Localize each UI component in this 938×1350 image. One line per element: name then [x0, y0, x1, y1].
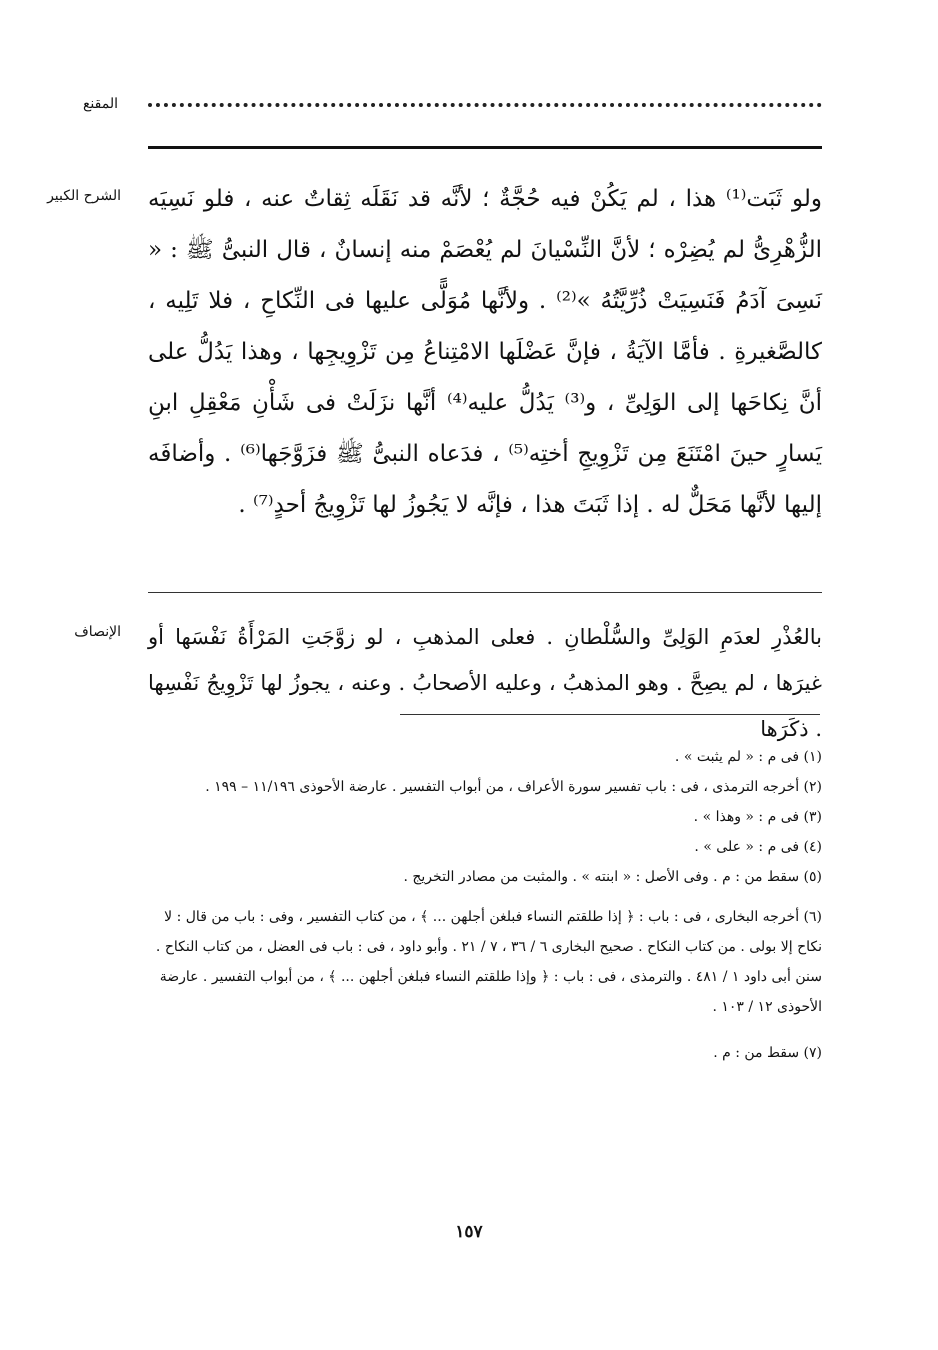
footnote-5: (٥) سقط من : م . وفى الأصل : « ابنته » . والمثبت من مصادر التخريج .: [403, 869, 822, 885]
header-dotted-line: [148, 103, 822, 107]
footnotes: [148, 742, 822, 1068]
section-divider: [148, 592, 822, 593]
footnote-2: (٢) أخرجه الترمذى ، فى : باب تفسير سورة الأعراف ، من أبواب التفسير . عارضة الأحوذى ١١/١٩٦ – ١٩٩ .: [205, 779, 822, 795]
footnote-7: (٧) سقط من : م .: [713, 1045, 822, 1061]
footnote-1: (١) فى م : « لم يثبت » .: [674, 749, 822, 765]
footnote-3: (٣) فى م : « وهذا » .: [693, 809, 822, 825]
section-label-insaf: الإنصاف: [74, 624, 121, 640]
insaf-body-text: بالعُذْرِ لعدَمِ الوَلِىِّ والسُّلْطانِ . فعلى المذهبِ ، لو زوَّجَتِ المَرْأَةُ نَفْسَها أو غيرَها ، لم يصِحَّ . وهو المذهبُ ، وعليه الأصحابُ . وعنه ، يجوزُ لها تَزْوِيجُ نَفْسِها . ذكَرَها: [148, 625, 822, 741]
page-number: ١٥٧: [455, 1222, 483, 1242]
sharh-body-text: ولو ثَبَت⁽¹⁾ هذا ، لم يَكُنْ فيه حُجَّةٌ ؛ لأنَّه قد نَقَلَه ثِقاتٌ عنه ، فلو نَسِيَه الزُّهْرِىُّ لم يُضِرْه ؛ لأنَّ النِّسْيانَ لم يُعْصَمْ منه إنسانٌ ، قال النبىُّ ﷺ : « نَسِىَ آدَمُ فَنَسِيَتْ ذُرِّيَّتُهُ »⁽²⁾ . ولأنَّها مُوَلًّى عليها فى النِّكاحِ ، فلا تَلِيه ، كالصَّغيرةِ . فأمَّا الآيَةُ ، فإنَّ عَضْلَها الامْتِناعُ مِن تَزْوِيجِها ، وهذا يَدُلُّ على أنَّ نِكاحَها إلى الوَلِىِّ ، و⁽³⁾ يَدُلُّ عليه⁽⁴⁾ أنَّها نزَلَتْ فى شَأْنِ مَعْقِلِ ابنِ يَسارٍ حينَ امْتَنَعَ مِن تَزْوِيجِ أختِه⁽⁵⁾ ، فدَعاه النبىُّ ﷺ فزَوَّجَها⁽⁶⁾ . وأضافَه إليها لأنَّها مَحَلٌّ له . إذا ثَبَتَ هذا ، فإنَّه لا يَجُوزُ لها تَزْوِيجُ أحدٍ⁽⁷⁾ .: [148, 186, 823, 518]
running-header-title: المقنع: [82, 96, 118, 112]
footnote-4: (٤) فى م : « على » .: [694, 839, 822, 855]
footnote-6: (٦) أخرجه البخارى ، فى : باب : ﴿ إذا طلقتم النساء فبلغن أجلهن ... ﴾ ، من كتاب التفسير ، وفى : باب من قال : لا نكاح إلا بولى . من كتاب النكاح . صحيح البخارى ٦ / ٣٦ ، ٧ / ٢١ . وأبو داود ، فى : باب فى العضل ، من كتاب النكاح . سنن أبى داود ١ / ٤٨١ . والترمذى ، فى : باب : ﴿ وإذا طلقتم النساء فبلغن أجلهن ... ﴾ ، من أبواب التفسير . عارضة الأحوذى ١٢ / ١٠٣ .: [155, 909, 822, 1015]
header-rule: [148, 146, 822, 149]
section-label-sharh: الشرح الكبير: [47, 188, 121, 204]
insaf-underline: [400, 714, 820, 715]
